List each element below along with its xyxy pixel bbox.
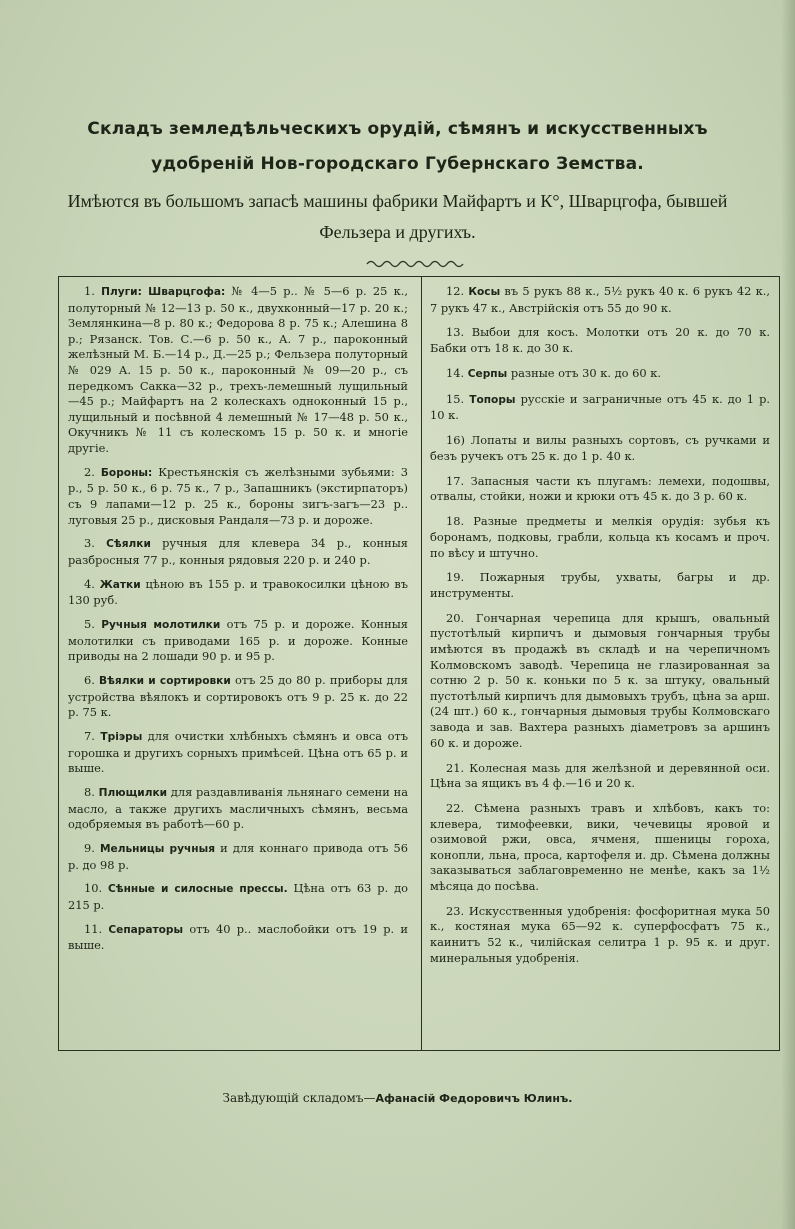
item-number: 10.	[84, 881, 109, 896]
item-keyword: Сепараторы	[108, 923, 184, 936]
catalog-item	[430, 366, 770, 383]
catalog-item	[68, 536, 408, 568]
catalog-item	[68, 881, 408, 913]
item-text: для очистки хлѣбныхъ сѣмянъ и овса отъ горошка и другихъ сорныхъ примѣсей. Цѣна отъ 65 р. и выше.	[68, 728, 408, 776]
item-number: 16)	[446, 433, 471, 448]
item-text: Колесная мазь для желѣзной и деревянной оси. Цѣна за ящикъ въ 4 ф.—16 и 20 к.	[430, 760, 770, 791]
item-number: 23.	[446, 903, 469, 918]
item-number: 7.	[84, 728, 101, 743]
item-text: Искусственныя удобренія: фосфоритная мука 50 к., костяная мука 65—92 к. суперфосфатъ 75 к., каинитъ 52 к., чилійская селитра 1 р. 95 к. и друг. минеральныя удобренія.	[430, 903, 770, 965]
item-keyword: Жатки	[99, 578, 141, 591]
item-number: 15.	[446, 391, 470, 406]
item-number: 4.	[84, 576, 100, 591]
item-number: 21.	[446, 760, 470, 775]
catalog-item	[430, 325, 770, 356]
item-text: № 4—5 р.. № 5—6 р. 25 к., полуторный № 12—13 р. 50 к., двухконный—17 р. 20 к.; Землянкина—8 р. 80 к.; Федорова 8 р. 75 к.; Алешина 8 р.; Рязанск. Тов. С.—6 р. 50 к., А. 7 р., пароконный желѣзный М. Б.—14 р., Д.—25 р.; Фельзера полуторный № 029 А. 15 р. 50 к., пароконный № 09—20 р., съ передкомъ Сакка—32 р., трехъ-лемешный лущильный—45 р.; Майфартъ на 2 колескахъ одноконный 15 р., лущильный и посѣвной 4 лемешный № 17—48 р. 50 к., Окучникъ № 11 съ колескомъ 15 р. 50 к. и многіе другіе.	[68, 284, 408, 455]
item-text: отъ 75 р. и дороже. Конныя молотилки съ приводами 165 р. и дороже. Конные приводы на 2 лошади 90 р. и 95 р.	[68, 617, 408, 664]
page-subtitle: Имѣются въ большомъ запасѣ машины фабрики Майфартъ и К°, Шварцгофа, бывшей Фельзера и другихъ.	[67, 191, 728, 242]
item-number: 13.	[446, 325, 472, 340]
item-keyword: Мельницы ручныя	[100, 842, 216, 855]
right-column	[430, 284, 770, 976]
item-number: 2.	[84, 464, 101, 479]
item-number: 8.	[84, 784, 99, 799]
item-keyword: Плуги: Шварцгофа:	[101, 286, 226, 298]
catalog-item	[430, 474, 770, 505]
item-text: Пожарныя трубы, ухваты, багры и др. инструменты.	[430, 570, 770, 600]
item-text: Гончарная черепица для крышъ, овальный пустотѣлый кирпичъ и дымовыя гончарныя трубы имѣются въ продажѣ въ складѣ и на черепичномъ Колмовскомъ заводѣ. Черепица не глазированная за сотню 2 р. 50 к. коньки по 5 к. за штуку, овальный пустотѣлый кирпичъ для дымовыхъ трубъ, цѣна за арш. (24 шт.) 60 к., гончарныя дымовыя трубы Колмовскаго завода и зав. Вахтера разныхъ діаметровъ за аршинъ 60 к. и дороже.	[430, 610, 770, 750]
item-number: 6.	[84, 673, 100, 687]
footer-signature	[0, 1091, 795, 1105]
item-keyword: Косы	[468, 286, 501, 298]
catalog-item	[430, 801, 770, 895]
catalog-item	[68, 284, 408, 457]
item-keyword: Серпы	[467, 367, 508, 380]
catalog-item	[430, 392, 770, 424]
catalog-item	[430, 761, 770, 792]
catalog-item	[68, 729, 408, 777]
item-keyword: Сѣялки	[106, 538, 151, 551]
item-number: 9.	[84, 840, 100, 855]
catalog-item	[68, 617, 408, 665]
item-text: отъ 25 до 80 р. приборы для устройства вѣялокъ и сортировокъ отъ 9 р. 25 к. до 22 р. 75 к.	[68, 673, 408, 720]
catalog-item	[430, 284, 770, 316]
item-keyword: Вѣялки и сортировки	[99, 675, 231, 687]
item-keyword: Плющилки	[98, 786, 168, 799]
item-text: Сѣмена разныхъ травъ и хлѣбовъ, какъ то: клевера, тимофеевки, вики, чечевицы яровой и озимовой ржи, овса, ячменя, пшеницы гороха, конопли, льна, проса, картофеля и. др. Сѣмена должны заказываться заблаговременно не менѣе, какъ за 1½ мѣсяца до посѣва.	[430, 801, 770, 893]
item-text: Разные предметы и мелкія орудія: зубья къ боронамъ, подковы, грабли, кольца къ косамъ и проч. по вѣсу и штучно.	[430, 514, 770, 560]
left-column	[68, 284, 408, 962]
item-keyword: Топоры	[469, 393, 516, 406]
item-keyword: Бороны:	[100, 466, 153, 479]
item-text: и для коннаго привода отъ 56 р. до 98 р.	[68, 840, 408, 872]
catalog-item	[430, 611, 770, 751]
item-number: 1.	[84, 284, 102, 298]
catalog-item	[430, 514, 770, 561]
page-edge-shadow	[781, 0, 795, 1229]
item-text: Лопаты и вилы разныхъ сортовъ, съ ручками и безъ ручекъ отъ 25 к. до 1 р. 40 к.	[430, 433, 770, 463]
catalog-item	[430, 570, 770, 601]
catalog-item	[68, 841, 408, 873]
catalog-item	[430, 904, 770, 966]
item-text: цѣною въ 155 р. и травокосилки цѣною въ 130 руб.	[68, 576, 408, 608]
item-text: для раздавливанія льнянаго семени на масло, а также другихъ масличныхъ сѣмянъ, весьма одобряемыя въ работѣ—60 р.	[68, 784, 408, 832]
item-text: ручныя для клевера 34 р., конныя разбросныя 77 р., конныя рядовыя 220 р. и 240 р.	[68, 536, 408, 567]
ornament-divider	[365, 258, 465, 270]
catalog-item	[68, 673, 408, 721]
item-number: 3.	[84, 536, 107, 551]
footer-label: Завѣдующій складомъ—	[222, 1091, 376, 1105]
item-number: 20.	[446, 610, 476, 625]
catalog-item	[68, 922, 408, 954]
item-number: 5.	[84, 617, 102, 632]
item-keyword: Сѣнные и силосные прессы.	[108, 883, 288, 896]
item-keyword: Ручныя молотилки	[101, 619, 221, 632]
item-number: 18.	[446, 514, 474, 529]
item-text: разные отъ 30 к. до 60 к.	[507, 365, 661, 380]
item-text: въ 5 рукъ 88 к., 5½ рукъ 40 к. 6 рукъ 42 к., 7 рукъ 47 к., Австрійскія отъ 55 до 90 к.	[430, 284, 770, 315]
item-text: Крестьянскія съ желѣзными зубьями: 3 р., 5 р. 50 к., 6 р. 75 к., 7 р., Запашникъ (экстирпаторъ) съ 9 лапами—12 р. 25 к., бороны зигъ-загъ—23 р.. луговыя 25 р., дисковыя Рандаля—73 р. и дороже.	[68, 464, 408, 527]
catalog-item	[68, 577, 408, 609]
item-text: отъ 40 р.. маслобойки отъ 19 р. и выше.	[68, 921, 408, 953]
item-text: русскіе и заграничные отъ 45 к. до 1 р. 10 к.	[430, 391, 770, 423]
column-divider	[421, 276, 422, 1051]
item-number: 22.	[446, 801, 475, 815]
item-number: 17.	[446, 473, 471, 488]
item-text: Выбои для косъ. Молотки отъ 20 к. до 70 к. Бабки отъ 18 к. до 30 к.	[430, 325, 770, 356]
item-keyword: Тріэры	[100, 730, 143, 743]
item-number: 19.	[446, 570, 480, 585]
item-text: Цѣна отъ 63 р. до 215 р.	[68, 881, 408, 912]
manager-name: Афанасій Федоровичъ Юлинъ.	[375, 1092, 573, 1105]
item-number: 12.	[446, 284, 469, 298]
catalog-item	[430, 433, 770, 464]
catalog-item	[68, 465, 408, 528]
item-number: 11.	[84, 921, 109, 936]
item-text: Запасныя части къ плугамъ: лемехи, подошвы, отвалы, стойки, ножи и крюки отъ 45 к. до 3 р. 60 к.	[430, 473, 770, 504]
page-title: Складъ земледѣльческихъ орудій, сѣмянъ и искусственныхъ удобреній Нов-городскаго Губернскаго Земства.	[87, 119, 708, 174]
item-number: 14.	[446, 365, 468, 380]
catalog-item	[68, 785, 408, 833]
